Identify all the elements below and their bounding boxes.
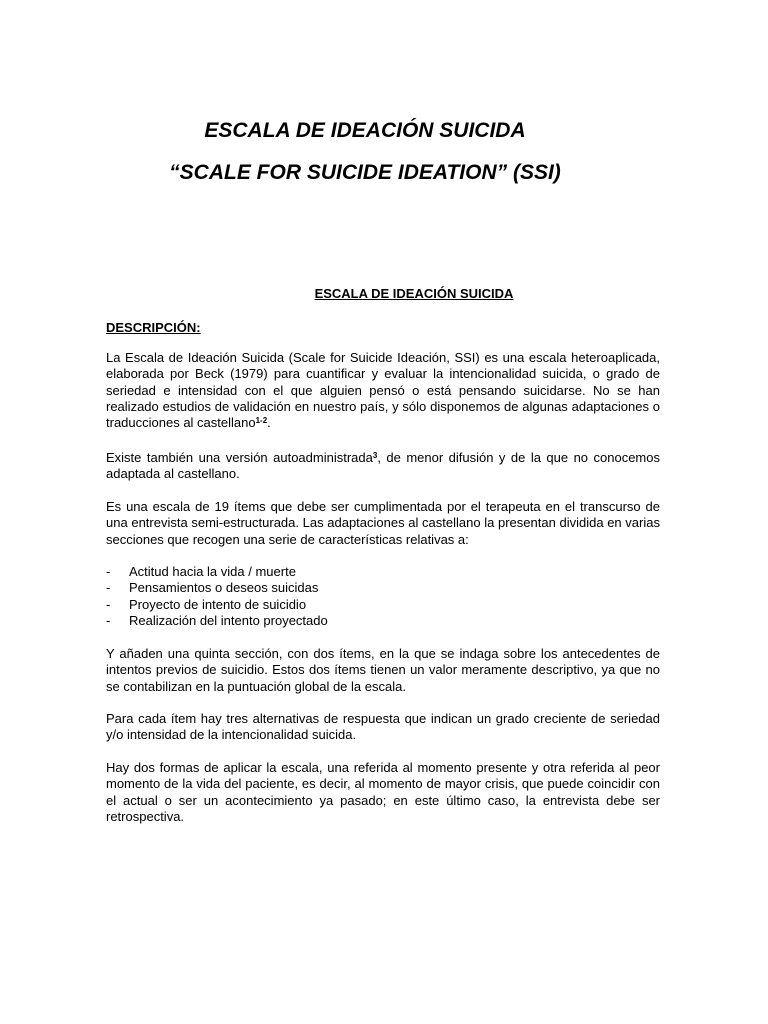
paragraph-self-report bbox=[106, 450, 660, 483]
paragraph-response-options: Para cada ítem hay tres alternativas de respuesta que indican un grado creciente de seriedad y/o intensidad de la intencionalidad suicida. bbox=[106, 711, 660, 743]
reference-superscript: 1-2 bbox=[255, 416, 268, 426]
list-item bbox=[106, 564, 660, 580]
paragraph-items: Es una escala de 19 ítems que debe ser cumplimentada por el terapeuta en el transcurso de una entrevista semi-estructurada. Las adaptaciones al castellano la presentan dividida en varias secciones que recogen una serie de características relativas a: bbox=[106, 499, 660, 547]
bullet-dash: - bbox=[106, 580, 111, 596]
bullet-dash: - bbox=[106, 596, 111, 612]
list-item bbox=[106, 597, 660, 613]
paragraph-intro-end: . bbox=[267, 415, 271, 431]
bullet-dash: - bbox=[106, 612, 111, 628]
list-item-label: Realización del intento proyectado bbox=[129, 612, 328, 628]
document-subtitle: “SCALE FOR SUICIDE IDEATION” (SSI) bbox=[169, 161, 561, 184]
paragraph-self-report-start: Existe también una versión autoadministrada bbox=[106, 450, 373, 465]
list-item bbox=[106, 580, 660, 596]
paragraph-fifth-section: Y añaden una quinta sección, con dos ítems, en la que se indaga sobre los antecedentes de intentos previos de suicidio. Estos dos ítems tienen un valor meramente descriptivo, ya que no se contabilizan en la puntuación global de la escala. bbox=[106, 646, 660, 694]
paragraph-intro-text: La Escala de Ideación Suicida (Scale for Suicide Ideación, SSI) es una escala heteroaplicada, elaborada por Beck (1979) para cuantificar y evaluar la intencionalidad suicida, o grado de seriedad e intensidad con el que alguien pensó o está pensando suicidarse. No se han realizado estudios de validación en nuestro país, y sólo disponemos de algunas adaptaciones o traducciones al castellano bbox=[106, 350, 660, 431]
list-item bbox=[106, 613, 660, 629]
list-item-label: Pensamientos o deseos suicidas bbox=[129, 580, 319, 596]
bullet-dash: - bbox=[106, 564, 111, 579]
description-heading: DESCRIPCIÓN: bbox=[106, 320, 201, 335]
section-title: ESCALA DE IDEACIÓN SUICIDA bbox=[314, 286, 514, 301]
paragraph-application-forms: Hay dos formas de aplicar la escala, una referida al momento presente y otra referida al peor momento de la vida del paciente, es decir, al momento de mayor crisis, que puede coincidir con el actual o ser un acontecimiento ya pasado; en este último caso, la entrevista debe ser retrospectiva. bbox=[106, 760, 660, 824]
paragraph-self-report-end: , de menor difusión y de la que no conocemos adaptada al castellano. bbox=[106, 450, 660, 482]
paragraph-intro bbox=[106, 350, 660, 431]
document-title: ESCALA DE IDEACIÓN SUICIDA bbox=[204, 119, 526, 142]
list-item-label: Actitud hacia la vida / muerte bbox=[129, 564, 296, 579]
reference-superscript: 3 bbox=[372, 451, 378, 460]
list-item-label: Proyecto de intento de suicidio bbox=[129, 596, 307, 612]
section-list bbox=[106, 564, 660, 629]
